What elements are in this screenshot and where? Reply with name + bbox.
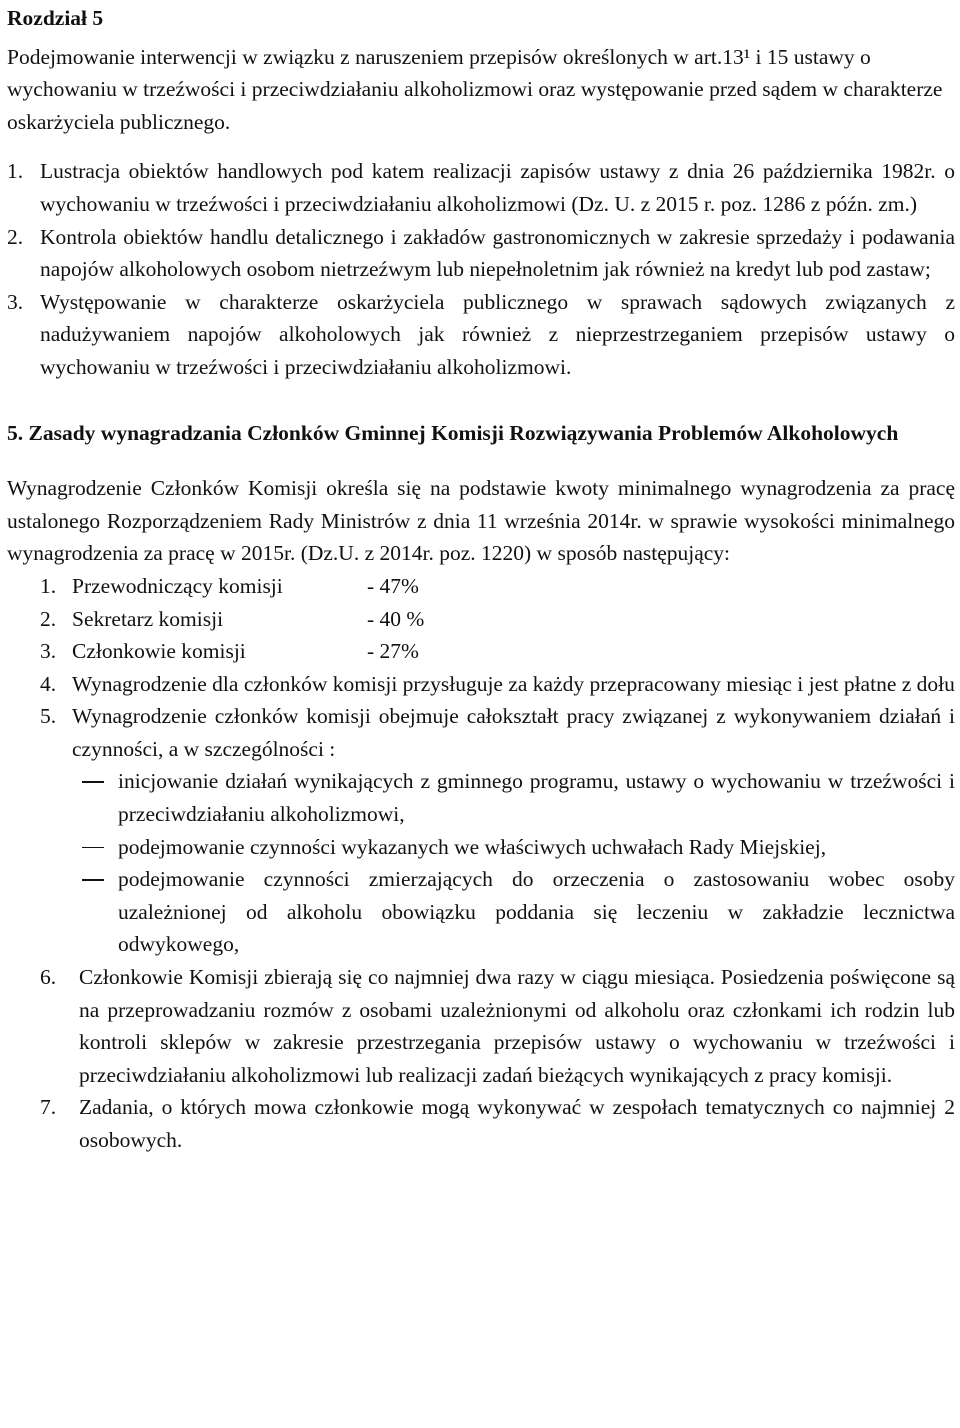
- list-item-text: Wynagrodzenie członków komisji obejmuje całokształt pracy związanej z wykonywaniem działań i czynności, a w szczególności :: [72, 704, 955, 761]
- pay-percent: - 27%: [367, 639, 419, 664]
- list-item-text: Występowanie w charakterze oskarżyciela publicznego w sprawach sądowych związanych z nadużywaniem napojów alkoholowych jak również z nieprzestrzeganiem przepisów ustawy o wychowaniu w trzeźwości i przeciwdziałaniu alkoholizmowi.: [40, 289, 955, 379]
- chapter-task-list: [7, 155, 955, 383]
- list-item-number: 7.: [40, 1095, 57, 1120]
- dash-bullet-icon: [72, 831, 118, 864]
- list-item-number: 2.: [40, 606, 57, 631]
- chapter-heading: Rozdział 5: [7, 6, 104, 30]
- list-item-text: Zadania, o których mowa członkowie mogą wykonywać w zespołach tematycznych co najmniej 2 osobowych.: [79, 1095, 955, 1152]
- list-item: [7, 155, 955, 220]
- rules-list-continued: [7, 961, 955, 1157]
- bullet-text: podejmowanie czynności zmierzających do orzeczenia o zastosowaniu wobec osoby uzależnionej od alkoholu obowiązku poddania się leczeniu w zakładzie lecznictwa odwykowego,: [118, 867, 955, 957]
- list-item-number: 2.: [7, 224, 24, 249]
- bullet-text: inicjowanie działań wynikających z gminnego programu, ustawy o wychowaniu w trzeźwości i przeciwdziałaniu alkoholizmowi,: [118, 769, 955, 827]
- pay-role: Członkowie komisji: [72, 639, 246, 664]
- list-item-number: 1.: [7, 159, 24, 184]
- chapter-intro: Podejmowanie interwencji w związku z naruszeniem przepisów określonych w art.13¹ i 15 ustawy o wychowaniu w trzeźwości i przeciwdziałaniu alkoholizmowi oraz występowanie przed sądem w charakterze oskarżyciela publicznego.: [7, 44, 943, 134]
- list-item: [7, 961, 955, 1091]
- pay-rate-row: [7, 603, 955, 636]
- list-item-number: 6.: [40, 965, 57, 990]
- section-5: [7, 417, 955, 450]
- list-item-number: 3.: [7, 289, 24, 314]
- list-item-number: 4.: [40, 671, 57, 696]
- pay-rate-row: [7, 570, 955, 603]
- pay-role: Przewodniczący komisji: [72, 573, 283, 598]
- bullet-text: podejmowanie czynności wykazanych we właściwych uchwałach Rady Miejskiej,: [118, 834, 827, 859]
- pay-percent: - 47%: [367, 573, 419, 598]
- pay-rate-row: [7, 635, 955, 668]
- bullet-item: [7, 863, 955, 961]
- dash-bullet-icon: [72, 863, 118, 961]
- list-item: [7, 286, 955, 384]
- pay-role: Sekretarz komisji: [72, 606, 224, 631]
- section-title: 5. Zasady wynagradzania Członków Gminnej Komisji Rozwiązywania Problemów Alkoholowych: [7, 420, 899, 445]
- list-item: [7, 1091, 955, 1156]
- bullet-list: [7, 765, 955, 961]
- list-item-text: Członkowie Komisji zbierają się co najmniej dwa razy w ciągu miesiąca. Posiedzenia poświęcone są na przeprowadzaniu rozmów z osobami uzależnionymi od alkoholu oraz członkami ich rodzin lub kontroli sklepów w zakresie przestrzegania przepisów ustawy o wychowaniu w trzeźwości i przeciwdziałaniu alkoholizmowi lub realizacji zadań bieżących wynikających z pracy komisji.: [79, 965, 955, 1087]
- pay-percent: - 40 %: [367, 606, 425, 631]
- bullet-item: [7, 765, 955, 830]
- bullet-item: [7, 831, 955, 864]
- list-item-number: 3.: [40, 639, 57, 664]
- list-item-text: Wynagrodzenie dla członków komisji przysługuje za każdy przepracowany miesiąc i jest płatne z dołu: [72, 671, 955, 696]
- list-item-text: Lustracja obiektów handlowych pod katem realizacji zapisów ustawy z dnia 26 października 1982r. o wychowaniu w trzeźwości i przeciwdziałaniu alkoholizmowi (Dz. U. z 2015 r. poz. 1286 z późn. zm.): [40, 159, 955, 216]
- list-item-number: 1.: [40, 573, 57, 598]
- list-item-text: Kontrola obiektów handlu detalicznego i zakładów gastronomicznych w zakresie sprzedaży i podawania napojów alkoholowych osobom nietrzeźwym lub niepełnoletnim jak również na kredyt lub pod zastaw;: [40, 224, 955, 282]
- document-page: [7, 0, 955, 1157]
- pay-rate-list: [7, 570, 955, 668]
- list-item: [7, 668, 955, 701]
- list-item: [7, 700, 955, 765]
- dash-bullet-icon: [72, 765, 118, 830]
- section-paragraph: Wynagrodzenie Członków Komisji określa się na podstawie kwoty minimalnego wynagrodzenia za pracę ustalonego Rozporządzeniem Rady Ministrów z dnia 11 września 2014r. w sprawie wysokości minimalnego wynagrodzenia za pracę w 2015r. (Dz.U. z 2014r. poz. 1220) w sposób następujący:: [7, 476, 955, 566]
- rules-list: [7, 668, 955, 766]
- list-item: [7, 221, 955, 286]
- list-item-number: 5.: [40, 704, 57, 729]
